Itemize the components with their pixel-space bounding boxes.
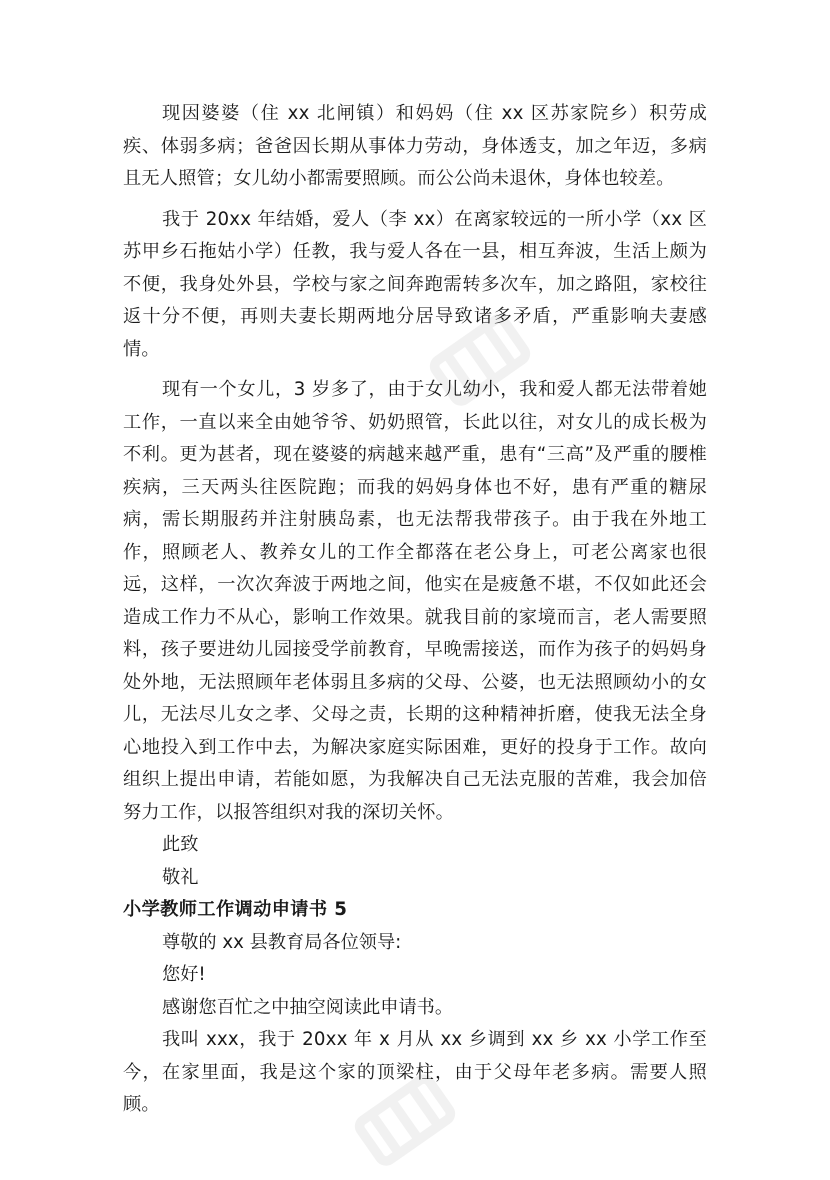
paragraph: 现因婆婆（住 xx 北闸镇）和妈妈（住 xx 区苏家院乡）积劳成疾、体弱多病；爸爸因长期从事体力劳动，身体透支，加之年迈，多病且无人照管；女儿幼小都需要照顾。而公公尚未退休，身体也较差。 (123, 103, 707, 189)
thanks-line: 感谢您百忙之中抽空阅读此申请书。 (162, 996, 454, 1018)
paragraph: 现有一个女儿，3 岁多了，由于女儿幼小，我和爱人都无法带着她工作，一直以来全由她爷爷、奶奶照管，长此以往，对女儿的成长极为不利。更为甚者，现在婆婆的病越来越严重，患有“三高”及严重的腰椎疾病，三天两头往医院跑；而我的妈妈身体也不好，患有严重的糖尿病，需长期服药并注射胰岛素，也无法帮我带孩子。由于我在外地工作，照顾老人、教养女儿的工作全都落在老公身上，可老公离家也很远，这样，一次次奔波于两地之间，他实在是疲惫不堪，不仅如此还会造成工作力不从心，影响工作效果。就我目前的家境而言，老人需要照料，孩子要进幼儿园接受学前教育，早晚需接送，而作为孩子的妈妈身处外地，无法照顾年老体弱且多病的父母、公婆，也无法照顾幼小的女儿，无法尽儿女之孝、父母之责，长期的这种精神折磨，使我无法全身心地投入到工作中去，为解决家庭实际困难，更好的投身于工作。故向组织上提出申请，若能如愿，为我解决自己无法克服的苦难，我会加倍努力工作，以报答组织对我的深切关怀。 (123, 379, 707, 823)
greeting: 您好! (162, 964, 206, 985)
closing-line: 此致 (162, 834, 199, 855)
salutation: 尊敬的 xx 县教育局各位领导: (162, 931, 402, 953)
closing-line: 敬礼 (162, 866, 199, 888)
paragraph: 我于 20xx 年结婚，爱人（李 xx）在离家较远的一所小学（xx 区苏甲乡石拖姑小学）任教，我与爱人各在一县，相互奔波，生活上颇为不便，我身处外县，学校与家之间奔跑需转多次车，加之路阻，家校往返十分不便，再则夫妻长期两地分居导致诸多矛盾，严重影响夫妻感情。 (123, 208, 707, 360)
paragraph: 我叫 xxx，我于 20xx 年 x 月从 xx 乡调到 xx 乡 xx 小学工作至今，在家里面，我是这个家的顶梁柱，由于父母年老多病。需要人照顾。 (123, 1029, 707, 1115)
document-body (123, 98, 707, 1122)
section-heading: 小学教师工作调动申请书 5 (123, 899, 348, 920)
